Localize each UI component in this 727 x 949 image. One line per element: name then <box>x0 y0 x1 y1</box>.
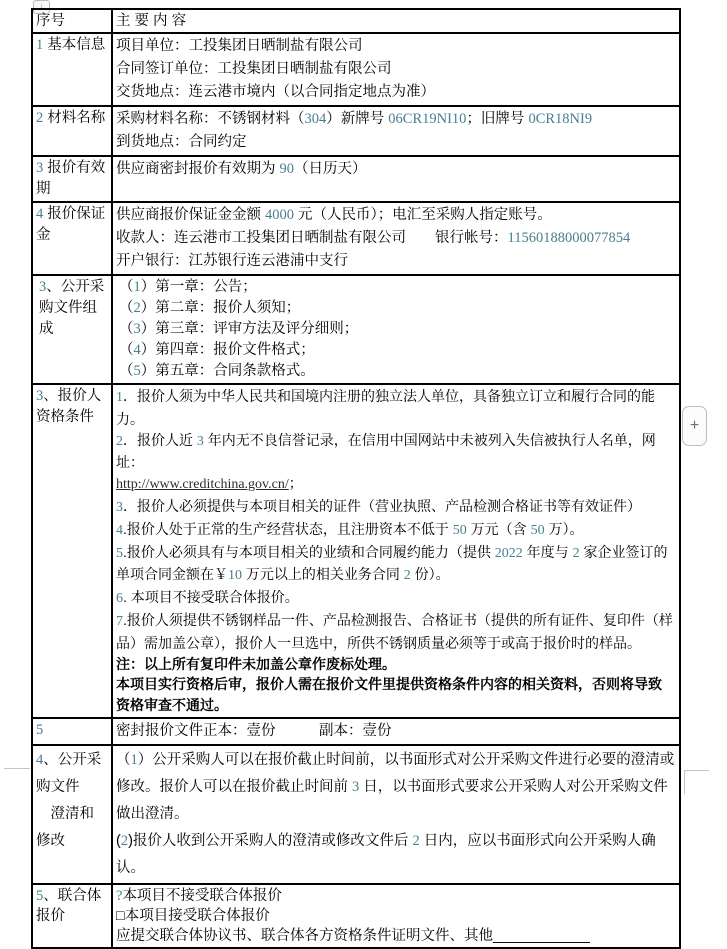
text-line <box>36 158 107 200</box>
row-clarification-amendment-label-cell <box>32 745 112 884</box>
text-line <box>36 35 107 56</box>
row-sealed-copies-label-cell <box>32 718 112 745</box>
text-span: .报价人须提供不锈钢样品一件、产品检测报告、合格证书（提供的所有证件、复印件（样品）需加盖公章），报价人一旦选中，所供不锈钢质量必须等于或高于报价时的样品。 <box>116 611 673 651</box>
text-span: （日历天） <box>294 161 367 177</box>
text-span: ；旧牌号 <box>466 111 529 127</box>
row-document-composition-label-cell <box>32 275 112 384</box>
text-span: 报价保证金 <box>36 206 106 243</box>
row-quote-validity <box>32 156 680 202</box>
row-material-name-label-cell <box>32 106 112 156</box>
text-line <box>36 720 107 741</box>
text-span: 供应商密封报价有效期为 <box>116 161 280 177</box>
text-span: 年度与 <box>522 543 573 560</box>
text-span: 本项目实行资格后审，报价人需在报价文件里提供资格条件内容的相关资料，否则将导致资格审查不通过。 <box>116 676 662 714</box>
text-span: （ <box>119 321 134 337</box>
row-basic-info <box>32 33 680 106</box>
text-line <box>116 674 675 716</box>
text-span: ； <box>288 475 303 492</box>
numeric-text: 2 <box>572 545 580 561</box>
text-line <box>116 747 675 828</box>
text-line <box>116 519 675 542</box>
plus-icon: + <box>689 417 700 434</box>
text-span: 份）。 <box>410 566 450 583</box>
text-line <box>116 227 675 250</box>
text-line <box>36 801 107 855</box>
text-span: ．报价人近 <box>123 431 197 448</box>
text-line <box>116 158 675 181</box>
text-line <box>116 542 675 588</box>
text-line <box>36 108 107 129</box>
text-span: 家企业签订的单项合同金额在￥ <box>116 543 668 583</box>
numeric-text: 2 <box>412 832 420 849</box>
text-line <box>116 473 675 496</box>
text-span: .报价人必须具有与本项目相关的业绩和合同履约能力（提供 <box>123 543 495 560</box>
text-span: 年内无不良信誉记录，在信用中国网站中未被列入失信被执行人名单，网址： <box>116 431 656 471</box>
numeric-text: 3 <box>39 279 47 295</box>
text-span: 万元以上的相关业务合同 <box>242 566 404 583</box>
text-line <box>116 319 675 340</box>
text-line <box>116 720 675 743</box>
text-span: ( <box>116 832 121 849</box>
row-document-composition-content-cell <box>112 275 680 384</box>
numeric-text: 6 <box>116 591 123 607</box>
text-span: 主 要 内 容 <box>116 13 187 29</box>
text-span: 开户银行：江苏银行连云港浦中支行 <box>116 253 348 269</box>
numeric-text: 1 <box>130 751 138 768</box>
row-sealed-copies <box>32 718 680 745</box>
text-line <box>116 131 675 154</box>
numeric-text: 0CR18NI9 <box>528 111 593 127</box>
numeric-text: 1 <box>116 390 123 405</box>
text-line <box>116 58 675 81</box>
text-span: 、报价人资格条件 <box>36 388 102 425</box>
numeric-text: 2 <box>403 568 411 584</box>
text-line <box>116 35 675 58</box>
text-span: 序号 <box>36 13 65 29</box>
row-consortium-bid-label-cell <box>32 884 112 948</box>
numeric-text: 3 <box>36 160 44 176</box>
numeric-text: 3 <box>196 433 204 449</box>
text-span: （ <box>119 279 134 295</box>
text-line <box>116 587 675 610</box>
numeric-text: 5 <box>133 363 141 379</box>
numeric-text: 1 <box>36 37 44 53</box>
text-span: □本项目接受联合体报价 <box>116 907 270 924</box>
page-margin-mark-left <box>4 768 30 769</box>
row-bidder-qualification-label-cell <box>32 384 112 718</box>
insert-row-button[interactable] <box>682 406 707 446</box>
row-sealed-copies-content-cell <box>112 718 680 745</box>
text-span: ）新牌号 <box>326 111 389 127</box>
text-span: （ <box>119 363 134 379</box>
text-line <box>116 926 675 946</box>
text-line <box>116 298 675 319</box>
text-span: 密封报价文件正本：壹份 副本：壹份 <box>116 722 392 739</box>
row-material-name <box>32 106 680 156</box>
page-corner-mark-right <box>684 770 709 794</box>
row-quote-deposit-content-cell <box>112 202 680 275</box>
text-span: 、公开采购文件组成 <box>39 279 105 337</box>
text-line <box>116 204 675 227</box>
text-span: （ <box>116 751 131 768</box>
text-line <box>36 204 107 246</box>
row-quote-deposit <box>32 202 680 275</box>
row-quote-deposit-label-cell <box>32 202 112 275</box>
text-span: 注：以上所有复印件未加盖公章作废标处理。 <box>116 655 396 672</box>
row-bidder-qualification <box>32 384 680 718</box>
row-material-name-content-cell <box>112 106 680 156</box>
row-clarification-amendment <box>32 745 680 884</box>
text-span: 材料名称 <box>43 110 106 126</box>
header-row-content-cell <box>112 9 680 33</box>
numeric-text: 3 <box>36 388 44 404</box>
header-row-label-cell <box>32 9 112 33</box>
numeric-text: 06CR19NI10 <box>388 111 467 127</box>
main-table-body <box>32 9 680 948</box>
row-basic-info-label-cell <box>32 33 112 106</box>
numeric-text: 3 <box>352 778 360 795</box>
text-line <box>116 250 675 273</box>
row-clarification-amendment-content-cell <box>112 745 680 884</box>
text-line <box>116 886 675 906</box>
numeric-text: 2022 <box>494 545 523 561</box>
text-span: 基本信息 <box>43 37 106 53</box>
down-arrow-icon: ↓ <box>39 1 44 12</box>
numeric-text: 90 <box>279 161 295 177</box>
row-quote-validity-label-cell <box>32 156 112 202</box>
text-line <box>116 11 675 31</box>
numeric-text: 4 <box>36 751 44 768</box>
text-line <box>116 610 675 654</box>
text-span: 报价有效期 <box>36 160 106 197</box>
text-span: 澄清和修改 <box>36 805 94 849</box>
numeric-text: 5 <box>36 887 44 904</box>
text-span: 收款人：连云港市工投集团日晒制盐有限公司 银行帐号： <box>116 230 508 246</box>
text-span: 日，以书面形式要求公开采购人对公开采购文件做出澄清。 <box>116 778 668 822</box>
text-span: 供应商报价保证金金额 <box>116 207 266 223</box>
text-span: ）第四章：报价文件格式； <box>140 342 315 358</box>
text-span: （ <box>119 342 134 358</box>
numeric-text: 50 <box>452 522 467 538</box>
text-span: ）公开采购人可以在报价截止时间前，以书面形式对公开采购文件进行必要的澄清或修改。报价人可以在报价截止时间前 <box>116 751 675 795</box>
numeric-text: 4 <box>36 206 44 222</box>
text-span: ）第三章：评审方法及评分细则； <box>140 321 359 337</box>
text-line <box>116 361 675 382</box>
text-span: ．报价人须为中华人民共和国境内注册的独立法人单位，具备独立订立和履行合同的能力。 <box>116 388 655 427</box>
text-line <box>116 906 675 926</box>
text-span: ）第一章：公告； <box>140 279 257 295</box>
numeric-text: 7 <box>116 613 123 629</box>
text-span: 交货地点：连云港市境内（以合同指定地点为准） <box>116 84 435 100</box>
text-span: 日内，应以书面形式向公开采购人确认。 <box>116 832 656 876</box>
text-span: 合同签订单位：工投集团日晒制盐有限公司 <box>116 61 392 77</box>
numeric-text: 11560188000077854 <box>507 230 631 246</box>
text-span: 、联合体报价 <box>36 887 102 924</box>
numeric-text: ? <box>116 887 123 904</box>
text-span: .报价人处于正常的生产经营状态，且注册资本不低于 <box>123 520 453 537</box>
numeric-text: 304 <box>304 111 327 127</box>
text-span: 采购材料名称：不锈钢材料（ <box>116 111 305 127</box>
text-line <box>116 654 675 675</box>
row-bidder-qualification-content-cell <box>112 384 680 718</box>
row-document-composition <box>32 275 680 384</box>
numeric-text: 4 <box>133 342 141 358</box>
numeric-text: 50 <box>530 522 545 538</box>
numeric-text: 2 <box>36 110 44 126</box>
numeric-text: 3 <box>133 321 141 337</box>
numeric-text: 2 <box>133 300 141 316</box>
text-line <box>116 108 675 131</box>
text-span: 、公开采购文件 <box>36 751 102 795</box>
text-line <box>116 430 675 474</box>
text-span: 应提交联合体协议书、联合体各方资格条件证明文件、其他 <box>116 927 493 944</box>
text-span: ）第二章：报价人须知； <box>140 300 301 316</box>
numeric-text: 3 <box>116 499 123 515</box>
text-line <box>116 496 675 519</box>
procurement-info-table <box>31 8 681 949</box>
text-span: 万元（含 <box>466 520 531 537</box>
numeric-text: 1 <box>133 279 141 295</box>
text-line <box>36 277 107 340</box>
creditchina-link[interactable]: http://www.creditchina.gov.cn/ <box>116 477 289 493</box>
numeric-text: 2 <box>120 832 129 849</box>
text-line <box>116 828 675 882</box>
text-line <box>36 11 107 31</box>
text-span: 元（人民币）；电汇至采购人指定账号。 <box>294 207 552 223</box>
numeric-text: 4000 <box>265 207 295 223</box>
text-span: ____________ <box>493 927 590 944</box>
numeric-text: 5 <box>36 721 44 738</box>
text-span: 到货地点：合同约定 <box>116 134 247 150</box>
text-line <box>36 747 107 801</box>
text-line <box>36 386 107 428</box>
text-span: 项目单位：工投集团日晒制盐有限公司 <box>116 38 363 54</box>
text-span: ）第五章：合同条款格式。 <box>140 363 315 379</box>
row-consortium-bid <box>32 884 680 948</box>
text-span: 万）。 <box>544 520 584 537</box>
header-row <box>32 9 680 33</box>
text-span: ．报价人必须提供与本项目相关的证件（营业执照、产品检测合格证书等有效证件） <box>123 497 641 514</box>
text-line <box>36 886 107 926</box>
row-quote-validity-content-cell <box>112 156 680 202</box>
text-span: 本项目不接受联合体报价 <box>122 887 282 904</box>
text-span: （ <box>119 300 134 316</box>
numeric-text: 4 <box>116 522 123 538</box>
text-line <box>116 386 675 430</box>
text-line <box>116 277 675 298</box>
numeric-text: 2 <box>116 433 123 449</box>
numeric-text: 10 <box>228 568 242 584</box>
numeric-text: 5 <box>116 545 123 561</box>
text-span: . 本项目不接受联合体报价。 <box>123 589 299 606</box>
text-span: )报价人收到公开采购人的澄清或修改文件后 <box>128 832 413 849</box>
text-line <box>116 340 675 361</box>
row-consortium-bid-content-cell <box>112 884 680 948</box>
row-basic-info-content-cell <box>112 33 680 106</box>
text-line <box>116 81 675 104</box>
